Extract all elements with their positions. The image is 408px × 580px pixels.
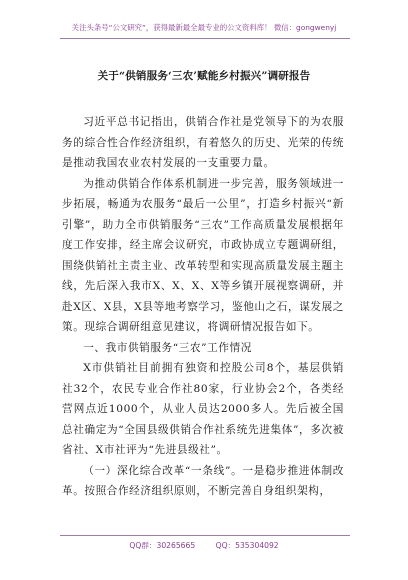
paragraph: （一）深化综合改革“一条线”。一是稳步推进体制改革。按照合作经济组织原则，不断完善自身组织架构， (62, 464, 344, 497)
paragraph: 为推动供销合作体系机制进一步完善，服务领域进一步拓展，畅通为农服务“最后一公里”，打造乡村振兴“新引擎”，助力全市供销服务“三农”工作高质量发展根据年度工作安排，经主席会议研究，市政协成立专题调研组，围绕供销社主责主业、改革转型和实现高质量发展主题主线，先后深入我市X、X、X、X等乡镇开展视察调研，并赴X区、X县，X县等地考察学习，鉴他山之石，谋发展之策。现综合调研组意见建议，将调研情况报告如下。 (62, 177, 344, 333)
footer-qq-group: QQ群：30265665 (129, 541, 196, 550)
document-title: 关于“供销服务‘三农’赋能乡村振兴”调研报告 (97, 70, 311, 82)
footer-qq: QQ：535304092 (215, 541, 279, 550)
paragraph: 习近平总书记指出，供销合作社是党领导下的为农服务的综合性合作经济组织，有着悠久的历史、光荣的传统是推动我国农业农村发展的一支重要力量。 (62, 116, 344, 169)
header-banner: 关注头条号“公文研究”，获得最新最全最专业的公文资料库！ 微信：gongwenyj (71, 23, 337, 32)
footer-divider (60, 535, 350, 536)
paragraph: X市供销社目前拥有独资和控股公司8个，基层供销社32个，农民专业合作社80家，行业协会2个，各类经营网点近1000个，从业人员达2000多人。先后被全国总社确定为“全国县级供销合作社系统先进集体”，多次被省社、X市社评为“先进县级社”。 (62, 362, 344, 456)
document-body (62, 112, 344, 502)
section-heading: 一、我市供销服务“三农”工作情况 (83, 341, 252, 354)
header-divider (60, 38, 350, 39)
footer (0, 540, 408, 551)
